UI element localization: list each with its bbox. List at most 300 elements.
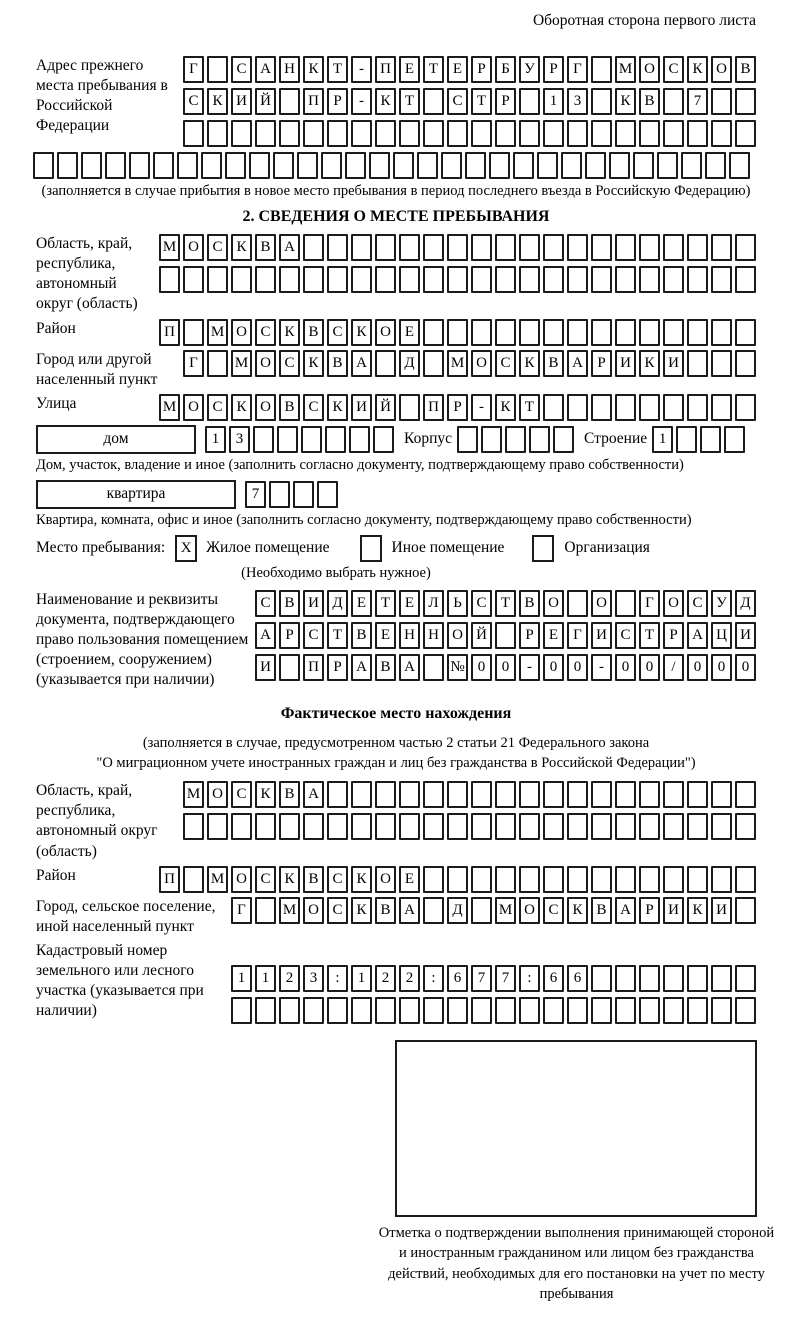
char-cell[interactable] <box>423 866 444 893</box>
char-cell[interactable]: А <box>687 622 708 649</box>
char-cell[interactable] <box>279 120 300 147</box>
char-cell[interactable] <box>399 813 420 840</box>
char-cell[interactable]: Д <box>447 897 468 924</box>
char-cell[interactable]: - <box>519 654 540 681</box>
char-cell[interactable] <box>373 426 394 453</box>
char-cell[interactable]: К <box>351 319 372 346</box>
char-cell[interactable] <box>351 120 372 147</box>
char-cell[interactable]: С <box>471 590 492 617</box>
char-cell[interactable]: Р <box>447 394 468 421</box>
char-cell[interactable] <box>687 266 708 293</box>
char-cell[interactable] <box>471 266 492 293</box>
char-cell[interactable]: С <box>255 319 276 346</box>
char-cell[interactable]: К <box>639 350 660 377</box>
char-cell[interactable]: Н <box>279 56 300 83</box>
char-cell[interactable]: А <box>303 781 324 808</box>
char-cell[interactable]: Е <box>543 622 564 649</box>
char-cell[interactable]: К <box>687 56 708 83</box>
char-cell[interactable] <box>345 152 366 179</box>
char-cell[interactable]: 7 <box>495 965 516 992</box>
char-cell[interactable] <box>735 394 756 421</box>
char-cell[interactable] <box>513 152 534 179</box>
char-cell[interactable]: С <box>495 350 516 377</box>
char-cell[interactable] <box>183 866 204 893</box>
char-cell[interactable] <box>423 319 444 346</box>
char-cell[interactable]: Е <box>447 56 468 83</box>
char-cell[interactable] <box>615 266 636 293</box>
char-cell[interactable] <box>375 120 396 147</box>
char-cell[interactable]: В <box>303 866 324 893</box>
char-cell[interactable] <box>687 120 708 147</box>
char-cell[interactable] <box>423 120 444 147</box>
char-cell[interactable] <box>543 997 564 1024</box>
char-cell[interactable]: Р <box>471 56 492 83</box>
char-cell[interactable] <box>567 234 588 261</box>
char-cell[interactable]: К <box>519 350 540 377</box>
char-cell[interactable]: О <box>375 866 396 893</box>
char-cell[interactable] <box>447 866 468 893</box>
char-cell[interactable] <box>423 897 444 924</box>
char-cell[interactable] <box>471 813 492 840</box>
char-cell[interactable]: О <box>255 350 276 377</box>
char-cell[interactable] <box>225 152 246 179</box>
char-cell[interactable]: Р <box>327 88 348 115</box>
char-cell[interactable] <box>105 152 126 179</box>
char-cell[interactable] <box>687 813 708 840</box>
char-cell[interactable] <box>489 152 510 179</box>
char-cell[interactable] <box>495 266 516 293</box>
char-cell[interactable] <box>183 319 204 346</box>
char-cell[interactable]: Т <box>423 56 444 83</box>
char-cell[interactable] <box>465 152 486 179</box>
char-cell[interactable]: С <box>543 897 564 924</box>
char-cell[interactable]: С <box>327 897 348 924</box>
char-cell[interactable]: С <box>255 866 276 893</box>
char-cell[interactable] <box>269 481 290 508</box>
char-cell[interactable] <box>543 120 564 147</box>
char-cell[interactable]: М <box>279 897 300 924</box>
char-cell[interactable]: Ь <box>447 590 468 617</box>
char-cell[interactable]: Т <box>639 622 660 649</box>
char-cell[interactable] <box>447 120 468 147</box>
char-cell[interactable]: 6 <box>543 965 564 992</box>
char-cell[interactable]: Г <box>639 590 660 617</box>
char-cell[interactable] <box>735 88 756 115</box>
char-cell[interactable] <box>447 234 468 261</box>
char-cell[interactable]: С <box>303 394 324 421</box>
char-cell[interactable]: М <box>207 319 228 346</box>
char-cell[interactable] <box>351 266 372 293</box>
char-cell[interactable] <box>567 997 588 1024</box>
char-cell[interactable]: И <box>615 350 636 377</box>
char-cell[interactable]: Й <box>255 88 276 115</box>
char-cell[interactable]: С <box>687 590 708 617</box>
char-cell[interactable]: И <box>351 394 372 421</box>
char-cell[interactable]: Д <box>327 590 348 617</box>
char-cell[interactable] <box>639 813 660 840</box>
char-cell[interactable] <box>351 781 372 808</box>
char-cell[interactable] <box>639 394 660 421</box>
char-cell[interactable] <box>711 234 732 261</box>
char-cell[interactable]: П <box>303 88 324 115</box>
char-cell[interactable] <box>591 997 612 1024</box>
char-cell[interactable] <box>375 234 396 261</box>
char-cell[interactable] <box>615 781 636 808</box>
char-cell[interactable] <box>711 394 732 421</box>
char-cell[interactable] <box>273 152 294 179</box>
char-cell[interactable]: 3 <box>303 965 324 992</box>
char-cell[interactable] <box>81 152 102 179</box>
char-cell[interactable] <box>663 965 684 992</box>
char-cell[interactable]: У <box>711 590 732 617</box>
char-cell[interactable] <box>423 234 444 261</box>
char-cell[interactable] <box>591 56 612 83</box>
char-cell[interactable] <box>447 997 468 1024</box>
char-cell[interactable]: Г <box>231 897 252 924</box>
char-cell[interactable] <box>615 120 636 147</box>
char-cell[interactable] <box>495 866 516 893</box>
char-cell[interactable] <box>423 350 444 377</box>
char-cell[interactable]: 0 <box>687 654 708 681</box>
char-cell[interactable] <box>663 120 684 147</box>
char-cell[interactable] <box>639 866 660 893</box>
char-cell[interactable]: А <box>567 350 588 377</box>
char-cell[interactable]: А <box>615 897 636 924</box>
char-cell[interactable]: О <box>663 590 684 617</box>
char-cell[interactable] <box>375 997 396 1024</box>
char-cell[interactable] <box>399 394 420 421</box>
char-cell[interactable] <box>567 394 588 421</box>
char-cell[interactable] <box>543 319 564 346</box>
char-cell[interactable] <box>471 897 492 924</box>
char-cell[interactable] <box>471 997 492 1024</box>
char-cell[interactable] <box>495 781 516 808</box>
char-cell[interactable] <box>735 897 756 924</box>
char-cell[interactable] <box>255 897 276 924</box>
char-cell[interactable] <box>495 622 516 649</box>
char-cell[interactable] <box>255 813 276 840</box>
char-cell[interactable] <box>585 152 606 179</box>
checkbox-other[interactable] <box>360 535 382 562</box>
char-cell[interactable]: П <box>375 56 396 83</box>
char-cell[interactable] <box>735 350 756 377</box>
char-cell[interactable] <box>399 781 420 808</box>
char-cell[interactable] <box>471 319 492 346</box>
char-cell[interactable] <box>303 997 324 1024</box>
char-cell[interactable]: Р <box>327 654 348 681</box>
char-cell[interactable] <box>495 234 516 261</box>
char-cell[interactable] <box>529 426 550 453</box>
char-cell[interactable]: К <box>351 897 372 924</box>
char-cell[interactable] <box>471 866 492 893</box>
char-cell[interactable] <box>129 152 150 179</box>
char-cell[interactable]: А <box>399 654 420 681</box>
char-cell[interactable]: Т <box>519 394 540 421</box>
char-cell[interactable] <box>735 866 756 893</box>
char-cell[interactable]: Т <box>327 56 348 83</box>
char-cell[interactable] <box>207 350 228 377</box>
char-cell[interactable]: К <box>279 319 300 346</box>
char-cell[interactable] <box>711 319 732 346</box>
char-cell[interactable]: Е <box>399 56 420 83</box>
char-cell[interactable] <box>591 120 612 147</box>
char-cell[interactable] <box>375 350 396 377</box>
char-cell[interactable] <box>711 88 732 115</box>
char-cell[interactable]: В <box>735 56 756 83</box>
char-cell[interactable] <box>519 781 540 808</box>
char-cell[interactable] <box>567 866 588 893</box>
char-cell[interactable] <box>711 350 732 377</box>
char-cell[interactable] <box>33 152 54 179</box>
char-cell[interactable] <box>303 120 324 147</box>
char-cell[interactable]: О <box>183 234 204 261</box>
char-cell[interactable]: Р <box>639 897 660 924</box>
char-cell[interactable] <box>153 152 174 179</box>
char-cell[interactable]: М <box>231 350 252 377</box>
char-cell[interactable] <box>481 426 502 453</box>
char-cell[interactable] <box>561 152 582 179</box>
char-cell[interactable] <box>705 152 726 179</box>
char-cell[interactable] <box>303 266 324 293</box>
char-cell[interactable]: В <box>279 781 300 808</box>
char-cell[interactable]: М <box>159 234 180 261</box>
char-cell[interactable] <box>687 781 708 808</box>
char-cell[interactable] <box>417 152 438 179</box>
char-cell[interactable]: Д <box>735 590 756 617</box>
char-cell[interactable] <box>567 266 588 293</box>
char-cell[interactable]: В <box>639 88 660 115</box>
char-cell[interactable] <box>681 152 702 179</box>
char-cell[interactable]: И <box>663 897 684 924</box>
char-cell[interactable] <box>711 866 732 893</box>
char-cell[interactable]: 2 <box>375 965 396 992</box>
char-cell[interactable]: К <box>327 394 348 421</box>
char-cell[interactable] <box>735 965 756 992</box>
char-cell[interactable] <box>177 152 198 179</box>
char-cell[interactable]: Г <box>567 56 588 83</box>
char-cell[interactable] <box>687 319 708 346</box>
char-cell[interactable]: О <box>255 394 276 421</box>
char-cell[interactable]: Й <box>375 394 396 421</box>
char-cell[interactable] <box>519 234 540 261</box>
char-cell[interactable]: О <box>519 897 540 924</box>
char-cell[interactable] <box>543 781 564 808</box>
char-cell[interactable] <box>423 781 444 808</box>
char-cell[interactable] <box>293 481 314 508</box>
char-cell[interactable] <box>543 866 564 893</box>
char-cell[interactable] <box>231 997 252 1024</box>
char-cell[interactable]: О <box>375 319 396 346</box>
char-cell[interactable] <box>447 781 468 808</box>
char-cell[interactable] <box>735 266 756 293</box>
char-cell[interactable]: М <box>207 866 228 893</box>
char-cell[interactable]: 0 <box>543 654 564 681</box>
char-cell[interactable] <box>505 426 526 453</box>
char-cell[interactable]: М <box>495 897 516 924</box>
char-cell[interactable] <box>711 813 732 840</box>
char-cell[interactable]: 0 <box>495 654 516 681</box>
char-cell[interactable] <box>255 997 276 1024</box>
char-cell[interactable]: Л <box>423 590 444 617</box>
char-cell[interactable]: 0 <box>711 654 732 681</box>
char-cell[interactable]: К <box>615 88 636 115</box>
char-cell[interactable] <box>375 781 396 808</box>
char-cell[interactable]: П <box>159 866 180 893</box>
char-cell[interactable] <box>591 965 612 992</box>
char-cell[interactable] <box>253 426 274 453</box>
char-cell[interactable]: К <box>567 897 588 924</box>
char-cell[interactable] <box>663 394 684 421</box>
char-cell[interactable]: 2 <box>279 965 300 992</box>
char-cell[interactable] <box>393 152 414 179</box>
char-cell[interactable]: : <box>519 965 540 992</box>
char-cell[interactable]: И <box>231 88 252 115</box>
char-cell[interactable]: А <box>255 56 276 83</box>
char-cell[interactable]: А <box>399 897 420 924</box>
char-cell[interactable] <box>591 234 612 261</box>
char-cell[interactable] <box>495 319 516 346</box>
char-cell[interactable] <box>735 781 756 808</box>
char-cell[interactable]: О <box>471 350 492 377</box>
char-cell[interactable] <box>663 319 684 346</box>
char-cell[interactable] <box>519 319 540 346</box>
char-cell[interactable] <box>327 234 348 261</box>
char-cell[interactable] <box>447 266 468 293</box>
char-cell[interactable]: А <box>351 654 372 681</box>
char-cell[interactable]: С <box>255 590 276 617</box>
char-cell[interactable]: И <box>663 350 684 377</box>
char-cell[interactable] <box>207 56 228 83</box>
char-cell[interactable] <box>183 266 204 293</box>
char-cell[interactable]: П <box>303 654 324 681</box>
char-cell[interactable]: - <box>471 394 492 421</box>
char-cell[interactable] <box>351 997 372 1024</box>
char-cell[interactable]: П <box>423 394 444 421</box>
char-cell[interactable] <box>615 813 636 840</box>
char-cell[interactable] <box>724 426 745 453</box>
char-cell[interactable] <box>201 152 222 179</box>
char-cell[interactable] <box>327 266 348 293</box>
char-cell[interactable] <box>735 319 756 346</box>
char-cell[interactable]: : <box>327 965 348 992</box>
char-cell[interactable] <box>639 781 660 808</box>
char-cell[interactable]: С <box>207 394 228 421</box>
char-cell[interactable] <box>735 813 756 840</box>
char-cell[interactable] <box>633 152 654 179</box>
char-cell[interactable]: В <box>255 234 276 261</box>
char-cell[interactable] <box>591 88 612 115</box>
char-cell[interactable]: С <box>447 88 468 115</box>
char-cell[interactable]: Б <box>495 56 516 83</box>
char-cell[interactable]: В <box>303 319 324 346</box>
char-cell[interactable] <box>543 394 564 421</box>
char-cell[interactable] <box>303 813 324 840</box>
char-cell[interactable] <box>399 997 420 1024</box>
char-cell[interactable]: В <box>375 654 396 681</box>
char-cell[interactable] <box>231 266 252 293</box>
char-cell[interactable]: Р <box>591 350 612 377</box>
char-cell[interactable]: В <box>375 897 396 924</box>
char-cell[interactable] <box>423 88 444 115</box>
char-cell[interactable] <box>375 813 396 840</box>
char-cell[interactable]: К <box>255 781 276 808</box>
char-cell[interactable] <box>325 426 346 453</box>
char-cell[interactable]: В <box>543 350 564 377</box>
char-cell[interactable] <box>663 234 684 261</box>
char-cell[interactable] <box>231 813 252 840</box>
char-cell[interactable]: У <box>519 56 540 83</box>
char-cell[interactable] <box>591 266 612 293</box>
char-cell[interactable] <box>735 997 756 1024</box>
char-cell[interactable] <box>687 234 708 261</box>
char-cell[interactable] <box>639 319 660 346</box>
char-cell[interactable] <box>471 120 492 147</box>
char-cell[interactable]: С <box>327 866 348 893</box>
char-cell[interactable]: В <box>351 622 372 649</box>
char-cell[interactable]: Т <box>399 88 420 115</box>
char-cell[interactable] <box>327 781 348 808</box>
char-cell[interactable]: А <box>351 350 372 377</box>
char-cell[interactable] <box>567 781 588 808</box>
char-cell[interactable] <box>495 997 516 1024</box>
char-cell[interactable] <box>711 997 732 1024</box>
char-cell[interactable]: / <box>663 654 684 681</box>
char-cell[interactable]: С <box>207 234 228 261</box>
char-cell[interactable]: Р <box>543 56 564 83</box>
char-cell[interactable]: Т <box>375 590 396 617</box>
char-cell[interactable]: К <box>207 88 228 115</box>
char-cell[interactable]: 1 <box>351 965 372 992</box>
char-cell[interactable] <box>369 152 390 179</box>
char-cell[interactable]: И <box>735 622 756 649</box>
char-cell[interactable]: Р <box>663 622 684 649</box>
char-cell[interactable] <box>663 88 684 115</box>
char-cell[interactable] <box>615 997 636 1024</box>
char-cell[interactable]: 0 <box>567 654 588 681</box>
char-cell[interactable]: 7 <box>245 481 266 508</box>
char-cell[interactable]: О <box>639 56 660 83</box>
checkbox-residential[interactable]: X <box>175 535 197 562</box>
char-cell[interactable] <box>615 319 636 346</box>
char-cell[interactable] <box>663 781 684 808</box>
char-cell[interactable] <box>471 781 492 808</box>
char-cell[interactable] <box>735 120 756 147</box>
char-cell[interactable] <box>663 866 684 893</box>
char-cell[interactable]: Р <box>279 622 300 649</box>
char-cell[interactable]: Н <box>399 622 420 649</box>
char-cell[interactable]: 3 <box>567 88 588 115</box>
char-cell[interactable]: Е <box>375 622 396 649</box>
char-cell[interactable]: - <box>351 88 372 115</box>
char-cell[interactable] <box>457 426 478 453</box>
char-cell[interactable]: Т <box>327 622 348 649</box>
char-cell[interactable]: М <box>159 394 180 421</box>
char-cell[interactable] <box>279 88 300 115</box>
char-cell[interactable] <box>687 997 708 1024</box>
char-cell[interactable] <box>657 152 678 179</box>
char-cell[interactable]: С <box>231 56 252 83</box>
char-cell[interactable]: М <box>615 56 636 83</box>
char-cell[interactable] <box>687 866 708 893</box>
char-cell[interactable] <box>591 866 612 893</box>
char-cell[interactable]: С <box>663 56 684 83</box>
char-cell[interactable] <box>399 234 420 261</box>
char-cell[interactable] <box>327 120 348 147</box>
char-cell[interactable]: С <box>327 319 348 346</box>
char-cell[interactable] <box>447 813 468 840</box>
char-cell[interactable]: Г <box>183 350 204 377</box>
char-cell[interactable] <box>553 426 574 453</box>
